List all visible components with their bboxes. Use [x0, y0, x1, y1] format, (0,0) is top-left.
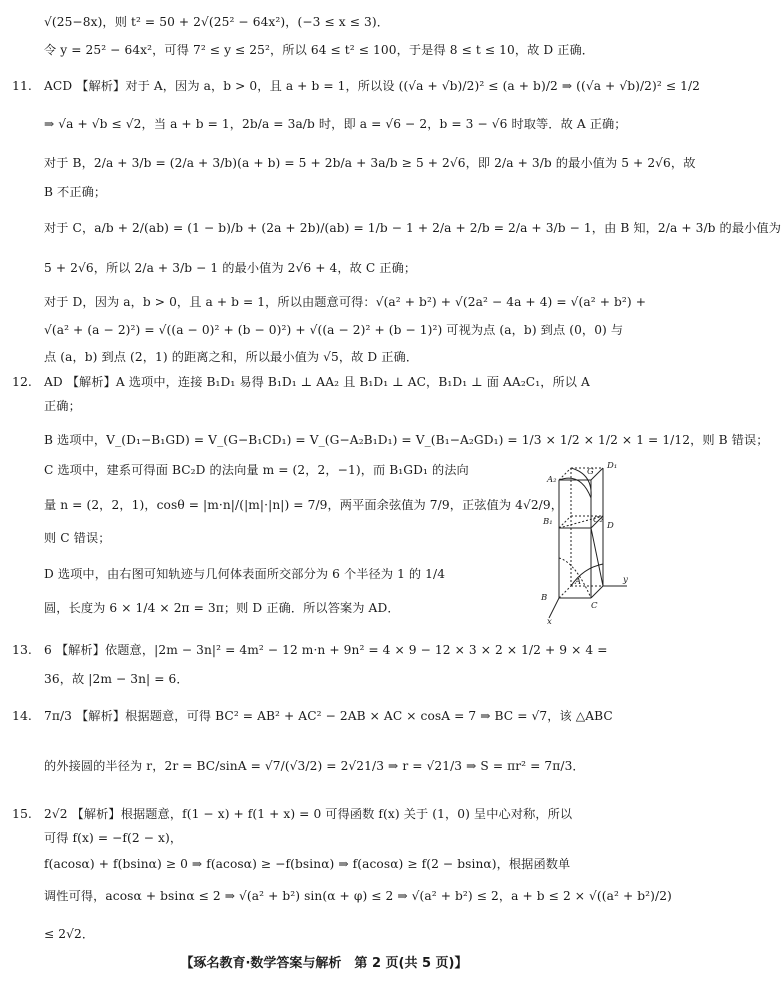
text-line: 令 y = 25² − 64x²，可得 7² ≤ y ≤ 25²，所以 64 ≤ t² ≤ 100，于是得 8 ≤ t ≤ 10，故 D 正确．: [44, 43, 595, 57]
text-line: 正确；: [44, 399, 81, 413]
text-line: 对于 C，a/b + 2/(ab) = (1 − b)/b + (2a + 2b)/(ab) = 1/b − 1 + 2/a + 2/b = 2/a + 3/b − 1，由 B 知，2/a + 3/b 的最小值为: [44, 221, 781, 235]
text-line: 36，故 |2m − 3n| = 6．: [44, 672, 189, 686]
text-line: 则 C 错误；: [44, 531, 111, 545]
problem-number-12: 12.: [12, 374, 32, 389]
text-line: f(acosα) + f(bsinα) ≥ 0 ⇒ f(acosα) ≥ −f(bsinα) ⇒ f(acosα) ≥ f(2 − bsinα)，根据函数单: [44, 857, 571, 871]
figure-label-d1: D₁: [607, 461, 618, 471]
text-line: ACD 【解析】对于 A，因为 a，b > 0，且 a + b = 1，所以设 ((√a + √b)/2)² ≤ (a + b)/2 ⇒ ((√a + √b)/2)² ≤ 1/2: [44, 79, 701, 93]
figure-label-x: x: [547, 617, 552, 627]
text-line: 的外接圆的半径为 r，2r = BC/sinA = √7/(√3/2) = 2√21/3 ⇒ r = √21/3 ⇒ S = πr² = 7π/3．: [44, 759, 585, 773]
figure-label-d: D: [607, 521, 614, 531]
figure-label-y: y: [623, 575, 628, 585]
text-line: 调性可得，acosα + bsinα ≤ 2 ⇒ √(a² + b²) sin(α + φ) ≤ 2 ⇒ √(a² + b²) ≤ 2，a + b ≤ 2 × √((a² + b²)/2): [44, 889, 672, 903]
text-line: ≤ 2√2．: [44, 927, 95, 941]
page-footer: 【琢名教育·数学答案与解析 第 2 页(共 5 页)】: [180, 956, 468, 971]
text-line: C 选项中，建系可得面 BC₂D 的法向量 m = (2，2，−1)，而 B₁GD₁ 的法向: [44, 463, 469, 477]
figure-label-a: A: [575, 577, 582, 587]
figure-label-b: B: [541, 593, 548, 603]
problem-number-11: 11.: [12, 78, 32, 93]
text-line: 2√2 【解析】根据题意，f(1 − x) + f(1 + x) = 0 可得函数 f(x) 关于 (1，0) 呈中心对称，所以: [44, 807, 573, 821]
text-line: 7π/3 【解析】根据题意，可得 BC² = AB² + AC² − 2AB × AC × cosA = 7 ⇒ BC = √7，该 △ABC: [44, 709, 613, 723]
text-line: 点 (a，b) 到点 (2，1) 的距离之和，所以最小值为 √5，故 D 正确．: [44, 350, 419, 364]
text-line: √(a² + (a − 2)²) = √((a − 0)² + (b − 0)²) + √((a − 2)² + (b − 1)²) 可视为点 (a，b) 到点 (0，0) 与: [44, 323, 624, 337]
text-line: √(25−8x)，则 t² = 50 + 2√(25² − 64x²)，(−3 ≤ x ≤ 3)．: [44, 15, 390, 29]
text-line: 圆，长度为 6 × 1/4 × 2π = 3π；则 D 正确．所以答案为 AD．: [44, 601, 400, 615]
figure-label-g: G: [587, 467, 594, 477]
text-line: AD 【解析】A 选项中，连接 B₁D₁ 易得 B₁D₁ ⊥ AA₂ 且 B₁D₁ ⊥ AC，B₁D₁ ⊥ 面 AA₂C₁，所以 A: [44, 375, 590, 389]
text-line: 对于 D，因为 a，b > 0，且 a + b = 1，所以由题意可得：√(a² + b²) + √(2a² − 4a + 4) = √(a² + b²) +: [44, 295, 647, 309]
text-line: 5 + 2√6，所以 2/a + 3/b − 1 的最小值为 2√6 + 4，故 C 正确；: [44, 261, 417, 275]
text-line: D 选项中，由右图可知轨迹与几何体表面所交部分为 6 个半径为 1 的 1/4: [44, 567, 446, 581]
text-line: 可得 f(x) = −f(2 − x)，: [44, 831, 183, 845]
text-line: 量 n = (2，2，1)，cosθ = |m·n|/(|m|·|n|) = 7/9，两平面余弦值为 7/9，正弦值为 4√2/9，: [44, 498, 564, 512]
text-line: B 不正确；: [44, 185, 107, 199]
geometry-figure: [531, 458, 631, 626]
text-line: 对于 B，2/a + 3/b = (2/a + 3/b)(a + b) = 5 + 2b/a + 3a/b ≥ 5 + 2√6，即 2/a + 3/b 的最小值为 5 + 2√6，故: [44, 156, 696, 170]
figure-label-a2: A₂: [547, 475, 557, 485]
problem-number-14: 14.: [12, 708, 32, 723]
figure-label-c2: C₂: [593, 515, 603, 525]
text-line: B 选项中，V_(D₁−B₁GD) = V_(G−B₁CD₁) = V_(G−A₂B₁D₁) = V_(B₁−A₂GD₁) = 1/3 × 1/2 × 1/2 × 1 = 1/12，则 B 错误；: [44, 433, 769, 447]
figure-label-b1: B₁: [543, 517, 553, 527]
text-line: ⇒ √a + √b ≤ √2，当 a + b = 1，2b/a = 3a/b 时，即 a = √6 − 2，b = 3 − √6 时取等．故 A 正确；: [44, 117, 627, 131]
text-line: 6 【解析】依题意，|2m − 3n|² = 4m² − 12 m·n + 9n² = 4 × 9 − 12 × 3 × 2 × 1/2 + 9 × 4 =: [44, 643, 608, 657]
problem-number-13: 13.: [12, 642, 32, 657]
figure-label-c: C: [591, 601, 598, 611]
problem-number-15: 15.: [12, 806, 32, 821]
